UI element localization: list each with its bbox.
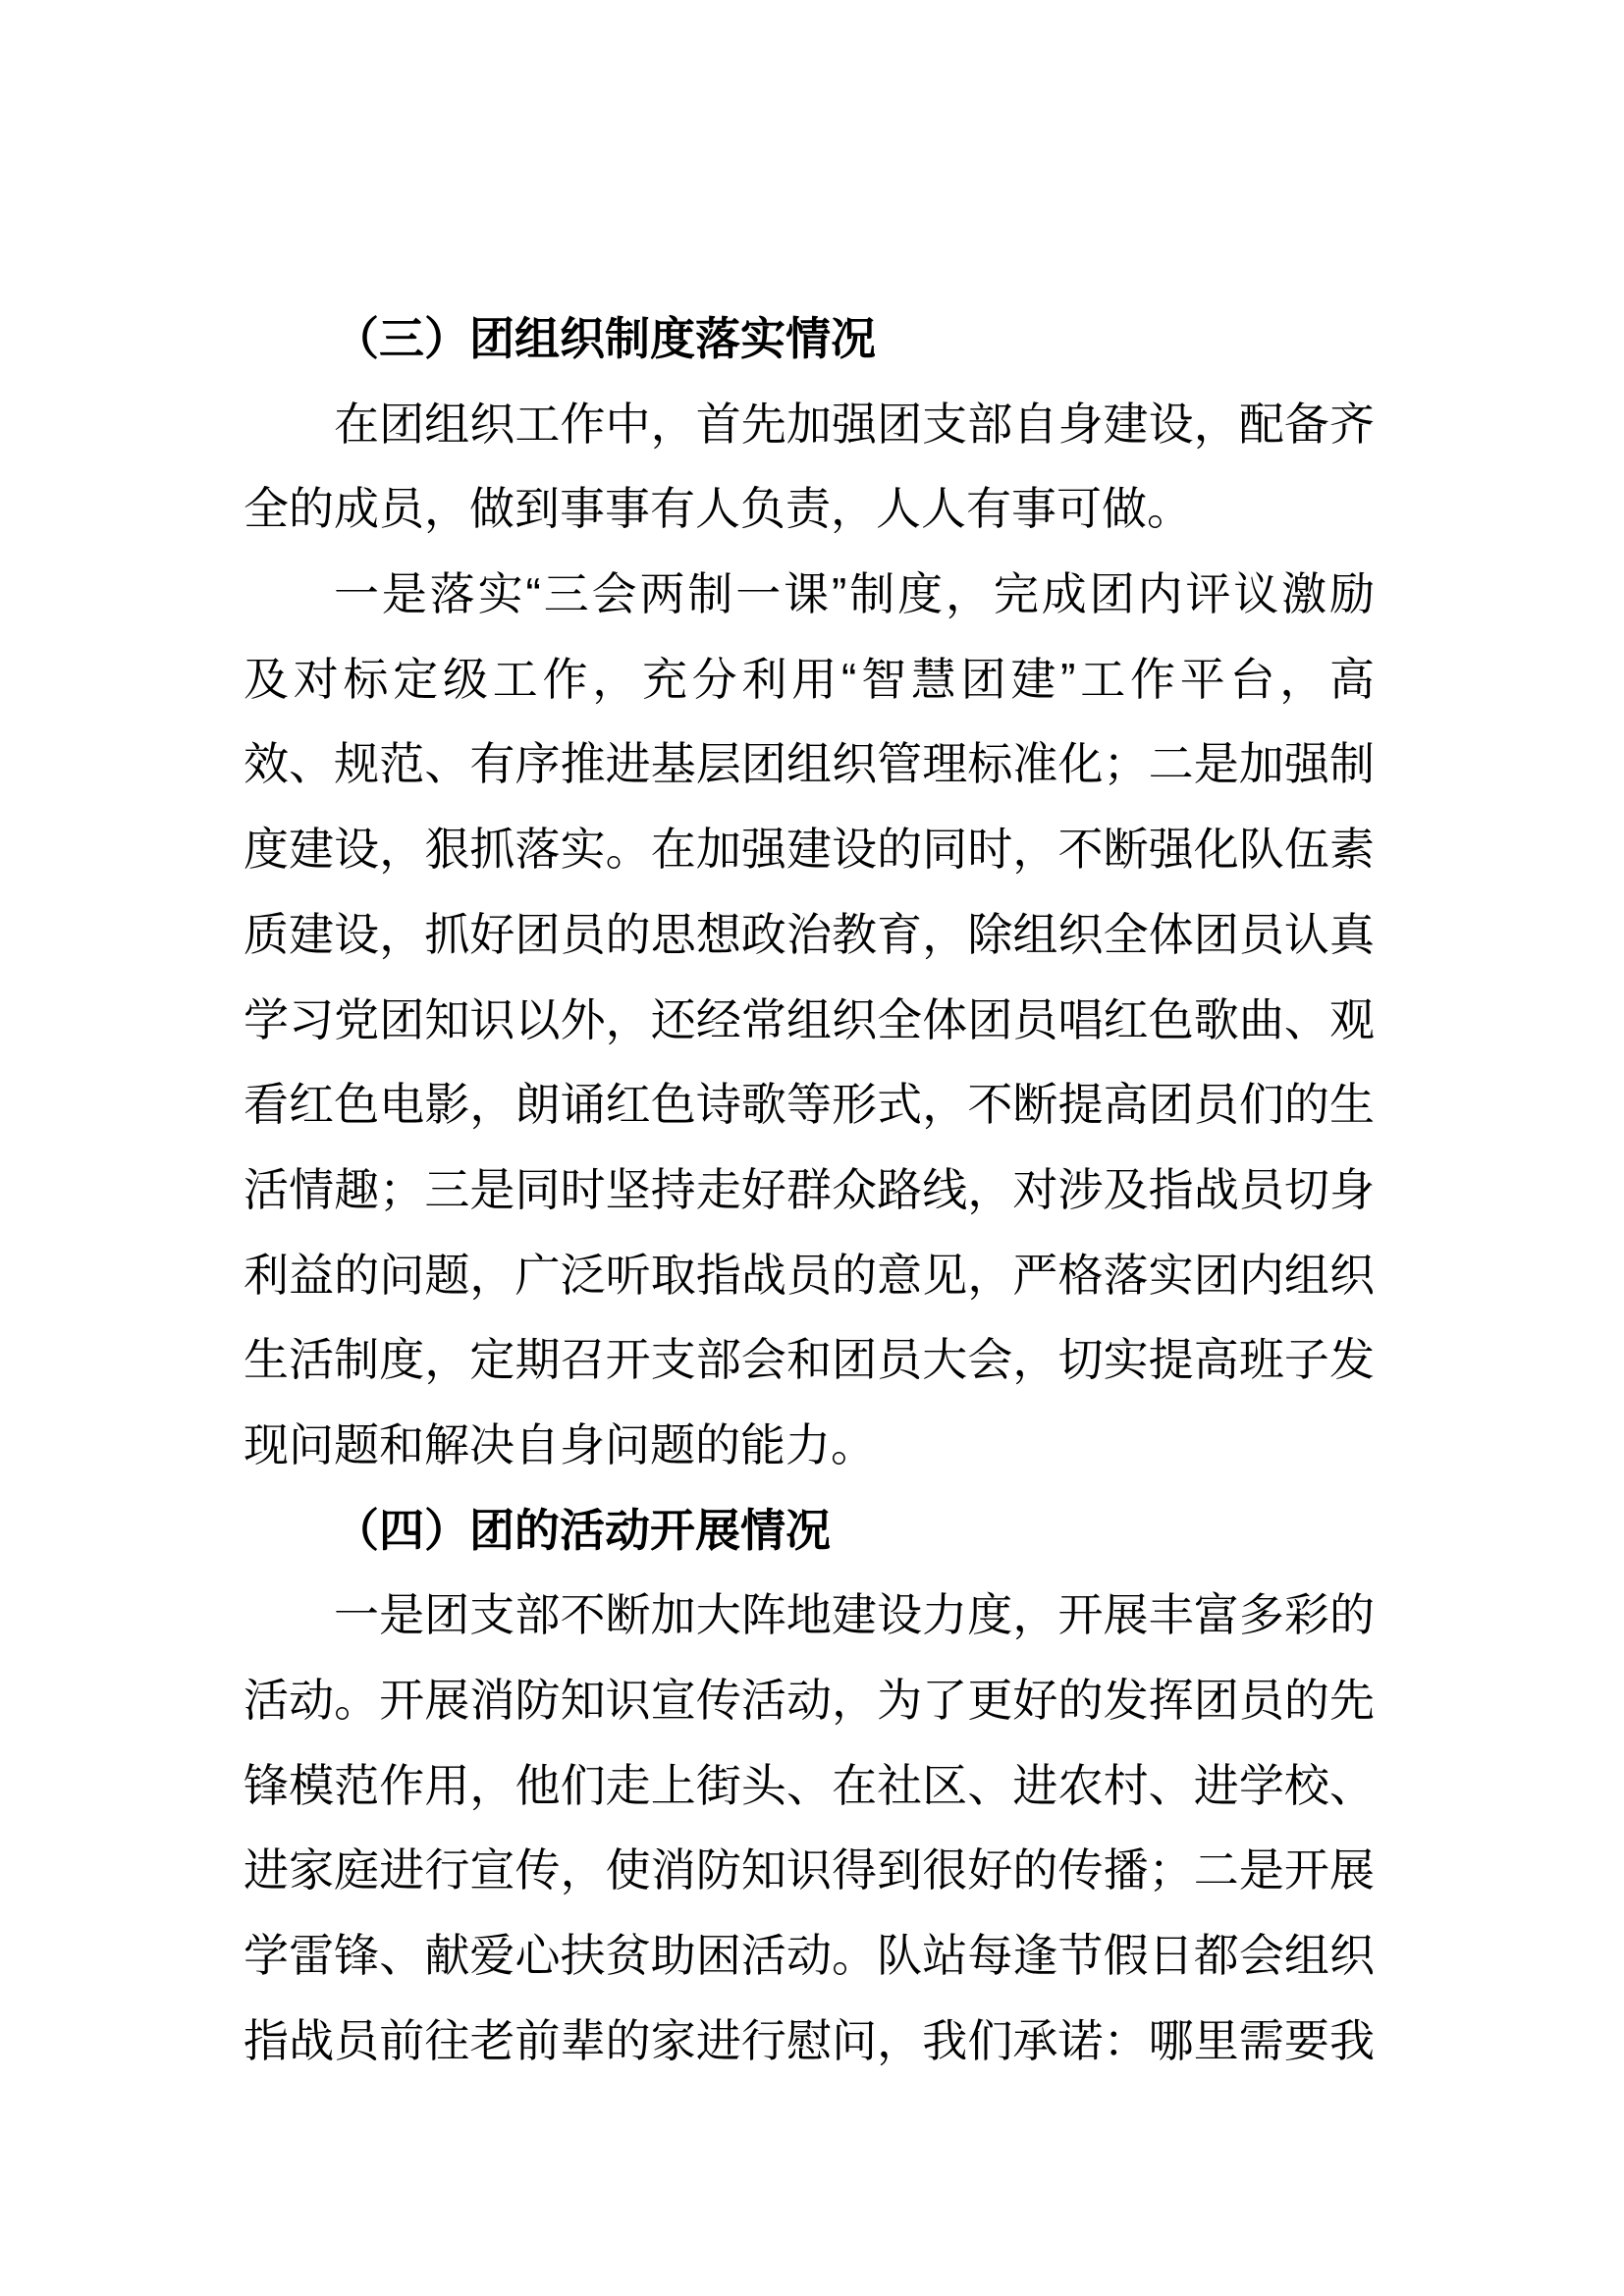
- paragraph-line: 进家庭进行宣传，使消防知识得到很好的传播；二是开展: [244, 1844, 1375, 1896]
- paragraph-line: 全的成员，做到事事有人负责，人人有事可做。: [244, 483, 1192, 535]
- paragraph-line: 质建设，抓好团员的思想政治教育，除组织全体团员认真: [244, 908, 1375, 960]
- paragraph-line: 学雷锋、献爱心扶贫助困活动。队站每逢节假日都会组织: [244, 1930, 1375, 1982]
- document-text-block: [244, 296, 1375, 2083]
- paragraph-line: 在团组织工作中，首先加强团支部自身建设，配备齐: [334, 398, 1375, 450]
- section-heading: （三）团组织制度落实情况: [334, 313, 876, 364]
- paragraph-line: 一是落实“三会两制一课”制度，完成团内评议激励: [334, 568, 1375, 620]
- paragraph-line: 及对标定级工作，充分利用“智慧团建”工作平台，高: [244, 653, 1375, 705]
- paragraph-line: 现问题和解决自身问题的能力。: [244, 1418, 876, 1470]
- paragraph-line: 度建设，狠抓落实。在加强建设的同时，不断强化队伍素: [244, 824, 1375, 876]
- paragraph-line: 利益的问题，广泛听取指战员的意见，严格落实团内组织: [244, 1249, 1375, 1301]
- paragraph-line: 活动。开展消防知识宣传活动，为了更好的发挥团员的先: [244, 1675, 1375, 1726]
- paragraph-line: 看红色电影，朗诵红色诗歌等形式，不断提高团员们的生: [244, 1079, 1375, 1131]
- paragraph-line: 锋模范作用，他们走上街头、在社区、进农村、进学校、: [244, 1759, 1375, 1811]
- section-heading: （四）团的活动开展情况: [334, 1504, 831, 1556]
- paragraph-line: 一是团支部不断加大阵地建设力度，开展丰富多彩的: [334, 1589, 1375, 1641]
- paragraph-line: 活情趣；三是同时坚持走好群众路线，对涉及指战员切身: [244, 1163, 1375, 1215]
- paragraph-line: 生活制度，定期召开支部会和团员大会，切实提高班子发: [244, 1334, 1375, 1386]
- paragraph-line: 效、规范、有序推进基层团组织管理标准化；二是加强制: [244, 738, 1375, 790]
- paragraph-line: 指战员前往老前辈的家进行慰问，我们承诺：哪里需要我: [244, 2014, 1375, 2066]
- paragraph-line: 学习党团知识以外，还经常组织全体团员唱红色歌曲、观: [244, 993, 1375, 1045]
